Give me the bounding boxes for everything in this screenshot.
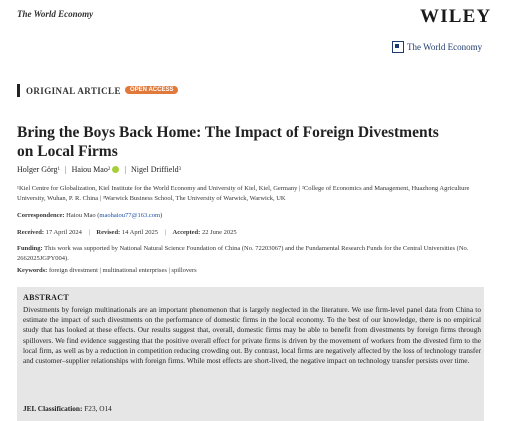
open-access-badge: OPEN ACCESS bbox=[125, 86, 178, 94]
correspondence: Correspondence: Haiou Mao (maohaiou77@163.com) bbox=[17, 212, 163, 219]
article-type: ORIGINAL ARTICLE bbox=[26, 86, 121, 96]
keywords bbox=[17, 267, 197, 274]
abstract-text: Divestments by foreign multinationals are an important phenomenon that is largely neglected in the literature. We use firm-level panel data from China to estimate the impact of such divestments on the performance of domestic firms in the local economy. To the best of our knowledge, there is no empirical study that has looked at these effects. Our results suggest that, overall, domestic firms may be able to benefit from divestments by foreign firms through spillovers. We find evidence suggesting that the positive overall effect for private firms is driven by the movement of workers from the divested firm to the local firm, as well as by a reduction in competition reducing crowding out. By contrast, local firms are negatively affected by the loss of technology transfer and customer–supplier relationships with foreign firms. While most effects are short-lived, the negative impact on technology transfer persists over time. bbox=[23, 305, 481, 366]
author-affil-sup: 1 bbox=[57, 167, 61, 172]
date-separator: | bbox=[164, 229, 166, 236]
affiliations: ¹Kiel Centre for Globalization, Kiel Institute for the World Economy and University of Kiel, Kiel, Germany | ²College of Economics and Management, Huazhong Agriculture University, Wuhan, P. R. China | ³Warwick Business School, The University of Warwick, Warwick, UK bbox=[17, 185, 470, 202]
author-name[interactable]: Holger Görg bbox=[17, 165, 58, 174]
author-affil-sup: 3 bbox=[178, 167, 182, 172]
revised-date: 14 April 2025 bbox=[121, 229, 158, 236]
jel-label: JEL Classification: bbox=[23, 404, 83, 413]
funding-text: This work was supported by National Natural Science Foundation of China (No. 72203067) and the Fundamental Research Funds for the Central Universities (No. 2662025JGPY004). bbox=[17, 245, 469, 262]
author-name[interactable]: Haiou Mao bbox=[71, 165, 108, 174]
journal-icon bbox=[392, 41, 404, 53]
correspondence-label: Correspondence: bbox=[17, 212, 65, 219]
jel-codes: F23, O14 bbox=[84, 404, 112, 413]
orcid-icon[interactable] bbox=[112, 166, 119, 173]
author-separator: | bbox=[124, 165, 126, 174]
received-date: 17 April 2024 bbox=[45, 229, 82, 236]
author-list bbox=[17, 165, 181, 174]
publisher-logo[interactable]: WILEY bbox=[420, 6, 492, 27]
jel-classification bbox=[23, 404, 112, 413]
funding bbox=[17, 244, 497, 263]
keywords-label: Keywords: bbox=[17, 267, 48, 274]
received-label: Received: bbox=[17, 229, 45, 236]
journal-badge-label: The World Economy bbox=[407, 42, 483, 52]
correspondence-email-link[interactable]: maohaiou77@163.com bbox=[99, 212, 161, 219]
author-separator: | bbox=[65, 165, 67, 174]
accepted-date: 22 June 2025 bbox=[201, 229, 237, 236]
abstract-box bbox=[17, 287, 484, 421]
revised-label: Revised: bbox=[96, 229, 121, 236]
author-name[interactable]: Nigel Driffield bbox=[130, 165, 179, 174]
author-affil-sup: 2 bbox=[107, 167, 111, 172]
section-marker bbox=[17, 84, 20, 97]
article-dates bbox=[17, 229, 237, 236]
accepted-label: Accepted: bbox=[172, 229, 201, 236]
article-title: Bring the Boys Back Home: The Impact of Foreign Divestments on Local Firms bbox=[17, 124, 439, 160]
correspondence-name: Haiou Mao bbox=[66, 212, 96, 219]
journal-badge[interactable] bbox=[392, 41, 482, 53]
journal-name: The World Economy bbox=[17, 9, 94, 19]
keywords-text: foreign divestment | multinational enterprises | spillovers bbox=[48, 267, 197, 274]
funding-label: Funding: bbox=[17, 245, 43, 252]
abstract-heading: ABSTRACT bbox=[23, 293, 69, 302]
date-separator: | bbox=[88, 229, 90, 236]
